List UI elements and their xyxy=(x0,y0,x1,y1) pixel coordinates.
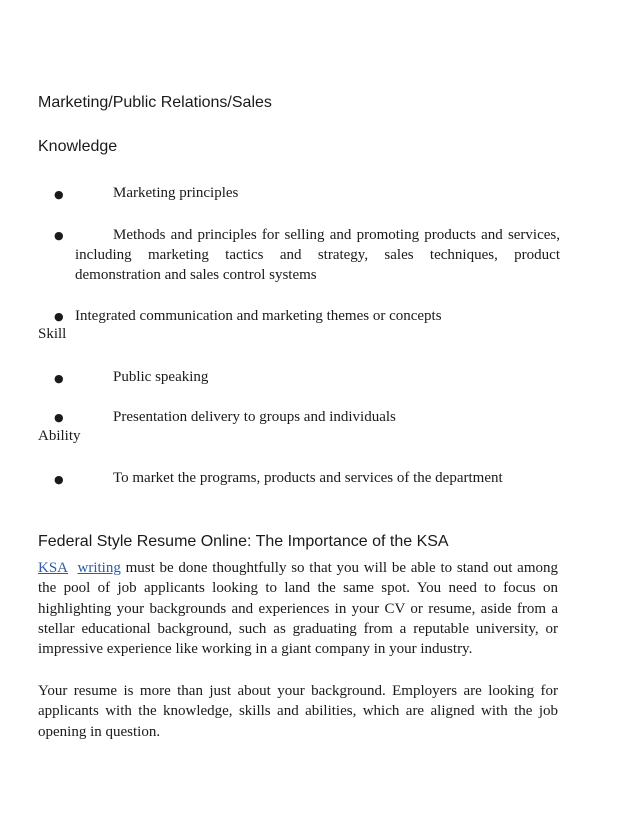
ability-heading: Ability xyxy=(38,428,81,444)
article-paragraph xyxy=(38,558,558,659)
skill-item: Public speaking xyxy=(113,369,209,385)
ability-item: To market the programs, products and services of the department xyxy=(113,470,503,486)
bullet-icon: ● xyxy=(54,310,64,323)
article-paragraph-2: Your resume is more than just about your background. Employers are looking for applicants with the knowledge, skills and abilities, which are aligned with the job opening in question. xyxy=(38,683,558,740)
knowledge-item: Marketing principles xyxy=(113,185,239,201)
writing-link[interactable]: writing xyxy=(77,560,121,576)
bullet-icon: ● xyxy=(54,229,64,242)
skill-heading: Skill xyxy=(38,326,67,342)
knowledge-item: Integrated communication and marketing themes or concepts xyxy=(75,308,442,324)
skill-item: Presentation delivery to groups and individuals xyxy=(113,409,396,425)
knowledge-item: Methods and principles for selling and promoting products and services, including marketing tactics and strategy, sales techniques, product demonstration and sales control systems xyxy=(75,227,560,283)
bullet-icon: ● xyxy=(54,473,64,486)
section-heading: Marketing/Public Relations/Sales xyxy=(38,94,272,111)
paragraph-text: must be done thoughtfully so that you will be able to stand out among the pool of job applicants looking to land the same spot. You need to focus on highlighting your backgrounds and experiences in your CV or resume, aside from a stellar educational background, such as graduating from a reputable university, or impressive experience like working in a giant company in your industry. xyxy=(38,560,559,658)
bullet-icon: ● xyxy=(54,411,64,424)
bullet-icon: ● xyxy=(54,188,64,201)
article-heading: Federal Style Resume Online: The Importance of the KSA xyxy=(38,533,449,550)
knowledge-heading: Knowledge xyxy=(38,138,118,155)
bullet-icon: ● xyxy=(54,372,64,385)
ksa-link[interactable]: KSA xyxy=(38,560,69,576)
